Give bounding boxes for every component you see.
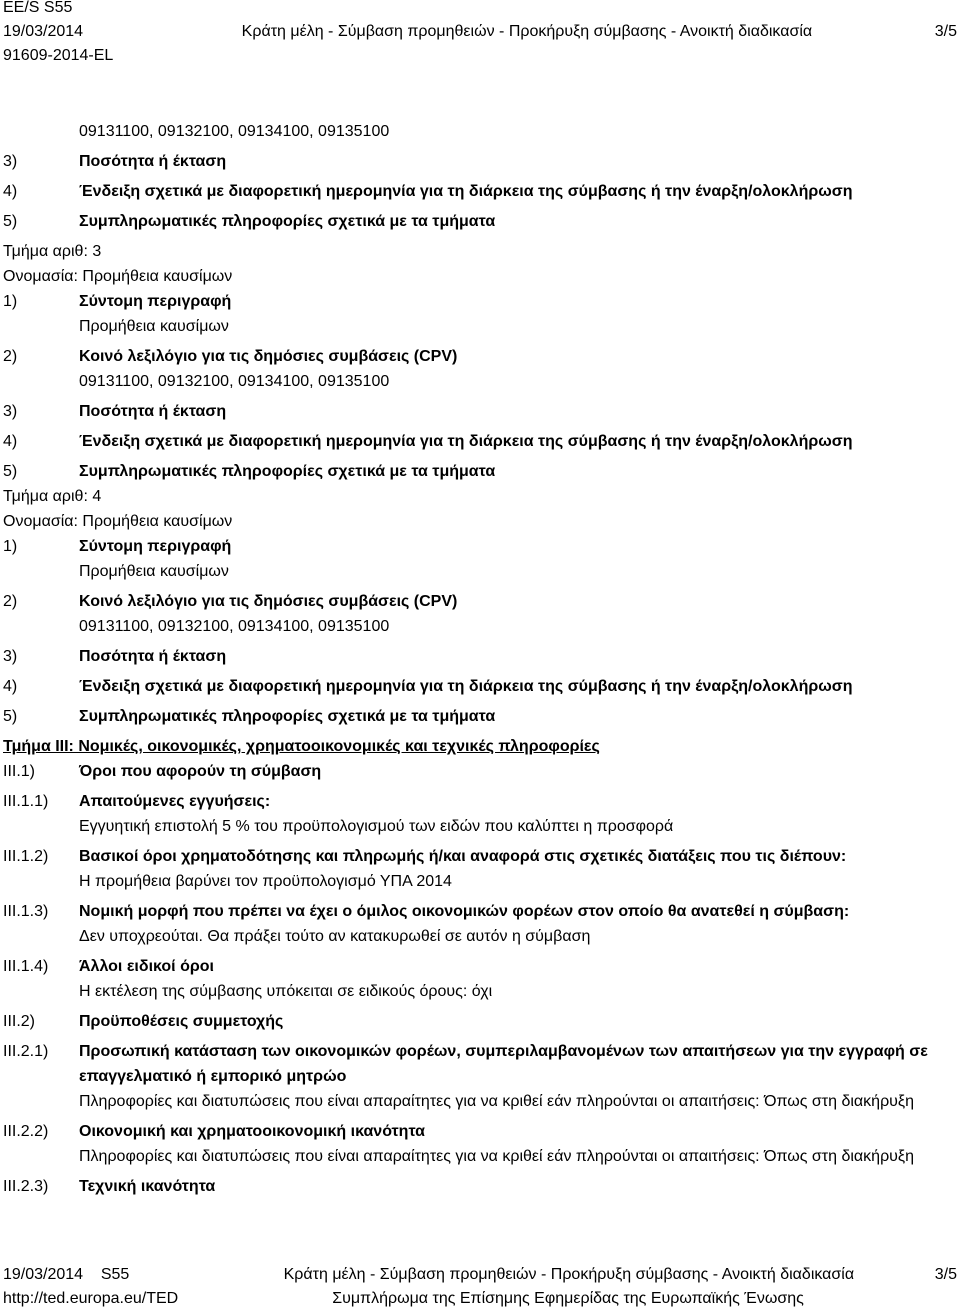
footer-supplement: Συμπλήρωμα της Επίσημης Εφημερίδας της Ευρωπαϊκής Ένωσης xyxy=(332,1290,804,1307)
section-item: 3) Ποσότητα ή έκταση xyxy=(3,648,227,665)
subsection: III.2.2) Οικονομική και χρηματοοικονομική ικανότητα Πληροφορίες και διατυπώσεις που είναι απαραίτητες για να κριθεί εάν πληρούνται οι απαιτήσεις: Όπως στη διακήρυξη xyxy=(3,1123,914,1165)
section-item: 2) Κοινό λεξιλόγιο για τις δημόσιες συμβάσεις (CPV) xyxy=(3,348,458,365)
cpv-codes: 09131100, 09132100, 09134100, 09135100 xyxy=(79,123,390,140)
doc-id: 91609-2014-EL xyxy=(3,47,114,64)
section-item: 4) Ένδειξη σχετικά με διαφορετική ημερομηνία για τη διάρκεια της σύμβασης ή την έναρξη/ολοκλήρωση xyxy=(3,678,853,695)
ted-link[interactable]: http://ted.europa.eu/TED xyxy=(3,1290,179,1307)
header-date: 19/03/2014 xyxy=(3,23,84,40)
lot-number: Τμήμα αριθ: 4 xyxy=(3,488,102,505)
short-description: Προμήθεια καυσίμων xyxy=(79,563,229,580)
subsection: III.2.3) Τεχνική ικανότητα xyxy=(3,1178,216,1195)
subsection-heading: III.1) Όροι που αφορούν τη σύμβαση xyxy=(3,763,322,780)
series-code: EE/S S55 xyxy=(3,0,73,16)
subsection: III.2.1) Προσωπική κατάσταση των οικονομικών φορέων, συμπεριλαμβανομένων των απαιτήσεων για την εγγραφή σε επαγγελματικό ή εμπορικό μητρώο Πληροφορίες και διατυπώσεις που είναι απαραίτητες για να κριθεί εάν πληρούνται οι απαιτήσεις: Όπως στη διακήρυξη xyxy=(3,1043,928,1110)
section-item: 3) Ποσότητα ή έκταση xyxy=(3,153,227,170)
subsection: III.1.4) Άλλοι ειδικοί όροι Η εκτέλεση της σύμβασης υπόκειται σε ειδικούς όρους: όχι xyxy=(3,958,493,1000)
section-item: 1) Σύντομη περιγραφή xyxy=(3,538,232,555)
page-header xyxy=(3,0,957,68)
lot-number: Τμήμα αριθ: 3 xyxy=(3,243,102,260)
footer-title: Κράτη μέλη - Σύμβαση προμηθειών - Προκήρυξη σύμβασης - Ανοικτή διαδικασία xyxy=(283,1266,855,1283)
footer-page: 3/5 xyxy=(934,1266,957,1283)
section-item: 4) Ένδειξη σχετικά με διαφορετική ημερομηνία για τη διάρκεια της σύμβασης ή την έναρξη/ολοκλήρωση xyxy=(3,433,853,450)
footer-date-series: 19/03/2014 S55 xyxy=(3,1266,130,1283)
subsection: III.1.2) Βασικοί όροι χρηματοδότησης και πληρωμής ή/και αναφορά στις σχετικές διατάξεις που τις διέπουν: Η προμήθεια βαρύνει τον προϋπολογισμό ΥΠΑ 2014 xyxy=(3,848,847,890)
subsection: III.1.3) Νομική μορφή που πρέπει να έχει ο όμιλος οικονομικών φορέων στον οποίο θα ανατεθεί η σύμβαση: Δεν υποχρεούται. Θα πράξει τούτο αν κατακυρωθεί σε αυτόν η σύμβαση xyxy=(3,903,850,945)
short-description: Προμήθεια καυσίμων xyxy=(79,318,229,335)
section-title: Τμήμα III: Νομικές, οικονομικές, χρηματοοικονομικές και τεχνικές πληροφορίες xyxy=(3,738,600,755)
lot-name: Ονομασία: Προμήθεια καυσίμων xyxy=(3,268,233,285)
cpv-codes: 09131100, 09132100, 09134100, 09135100 xyxy=(79,618,390,635)
section-item: 1) Σύντομη περιγραφή xyxy=(3,293,232,310)
section-item: 4) Ένδειξη σχετικά με διαφορετική ημερομηνία για τη διάρκεια της σύμβασης ή την έναρξη/ολοκλήρωση xyxy=(3,183,853,200)
section-item: 5) Συμπληρωματικές πληροφορίες σχετικά με τα τμήματα xyxy=(3,213,496,230)
subsection: III.1.1) Απαιτούμενες εγγυήσεις: Εγγυητική επιστολή 5 % του προϋπολογισμού των ειδών που καλύπτει η προσφορά xyxy=(3,793,674,835)
cpv-codes: 09131100, 09132100, 09134100, 09135100 xyxy=(79,373,390,390)
subsection: III.2) Προϋποθέσεις συμμετοχής xyxy=(3,1013,284,1030)
lot-name: Ονομασία: Προμήθεια καυσίμων xyxy=(3,513,233,530)
section-item: 2) Κοινό λεξιλόγιο για τις δημόσιες συμβάσεις (CPV) xyxy=(3,593,458,610)
header-title: Κράτη μέλη - Σύμβαση προμηθειών - Προκήρυξη σύμβασης - Ανοικτή διαδικασία xyxy=(241,23,813,40)
section-item: 3) Ποσότητα ή έκταση xyxy=(3,403,227,420)
document-body xyxy=(3,119,953,1199)
section-item: 5) Συμπληρωματικές πληροφορίες σχετικά με τα τμήματα xyxy=(3,708,496,725)
section-item: 5) Συμπληρωματικές πληροφορίες σχετικά με τα τμήματα xyxy=(3,463,496,480)
page-footer xyxy=(3,1263,957,1311)
header-page: 3/5 xyxy=(934,23,957,40)
